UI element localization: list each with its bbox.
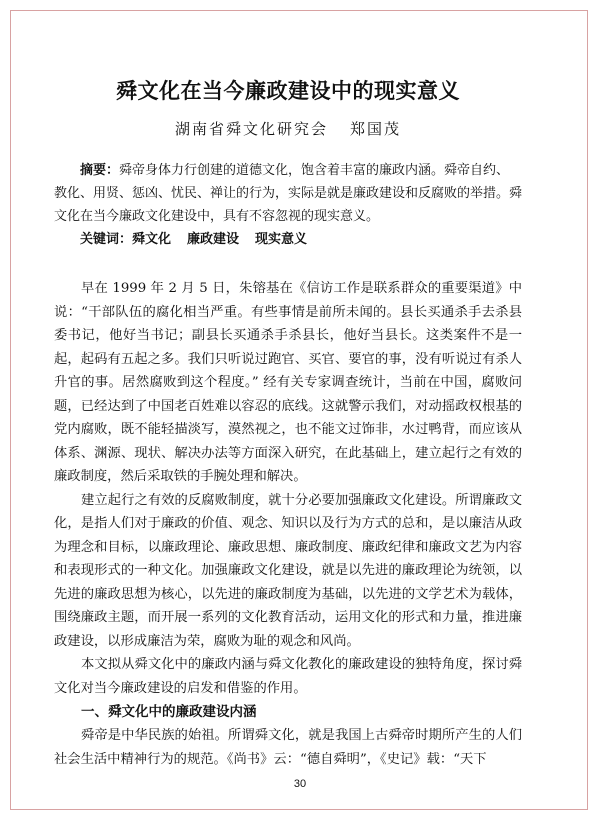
paragraph: 舜帝是中华民族的始祖。所谓舜文化，就是我国上古舜帝时期所产生的人们社会生活中精神行为的规范。《尚书》云：“德自舜明”，《史记》载：“天下 xyxy=(54,728,522,767)
paragraph: 建立起行之有效的反腐败制度，就十分必要加强廉政文化建设。所谓廉政文化，是指人们对于廉政的价值、观念、知识以及行为方式的总和，是以廉洁从政为理念和目标，以廉政理论、廉政思想、廉政制度、廉政纪律和廉政文艺为内容和表现形式的一种文化。加强廉政文化建设，就是以先进的廉政理论为统领，以先进的廉政思想为核心，以先进的廉政制度为基础，以先进的文学艺术为载体，围绕廉政主题，而开展一系列的文化教育活动，运用文化的形式和力量，推进廉政建设，以形成廉洁为荣，腐败为耻的观念和风尚。 xyxy=(54,492,522,649)
author-name: 郑国茂 xyxy=(350,120,402,138)
abstract-text: 舜帝身体力行创建的道德文化，饱含着丰富的廉政内涵。舜帝自约、教化、用贤、惩凶、忧民、禅让的行为，实际是就是廉政建设和反腐败的举措。舜文化在当今廉政文化建设中，具有不容忽视的现实意义。 xyxy=(54,163,523,224)
document-title: 舜文化在当今廉政建设中的现实意义 xyxy=(116,79,460,103)
keywords xyxy=(54,228,522,251)
paragraph: 本文拟从舜文化中的廉政内涵与舜文化教化的廉政建设的独特角度，探讨舜文化对当今廉政建设的启发和借鉴的作用。 xyxy=(54,657,522,696)
keyword-item: 现实意义 xyxy=(255,232,308,247)
author-org: 湖南省舜文化研究会 xyxy=(174,120,328,138)
keyword-item: 廉政建设 xyxy=(187,232,240,247)
body-text xyxy=(54,277,522,771)
author-line xyxy=(54,118,522,139)
section-heading: 一、舜文化中的廉政建设内涵 xyxy=(81,704,257,720)
abstract xyxy=(54,159,522,228)
page-number: 30 xyxy=(293,778,307,790)
paragraph: 早在 1999 年 2 月 5 日，朱镕基在《信访工作是联系群众的重要渠道》中说：“干部队伍的腐化相当严重。有些事情是前所未闻的。县长买通杀手去杀县委书记，他好当书记；副县长买通杀手杀县长，他好当县长。这类案件不是一起，起码有五起之多。我们只听说过跑官、买官、要官的事，没有听说过有杀人升官的事。居然腐败到这个程度。” 经有关专家调查统计，当前在中国，腐败问题，已经达到了中国老百姓难以容忍的底线。这就警示我们，对动摇政权根基的党内腐败，既不能轻描淡写，漠然视之，也不能文过饰非，水过鸭背，而应该从体系、渊源、现状、解决办法等方面深入研究，在此基础上，建立起行之有效的廉政制度，然后采取铁的手腕处理和解决。 xyxy=(54,281,522,484)
abstract-label: 摘要： xyxy=(80,163,120,178)
document-content xyxy=(54,75,522,771)
keywords-label: 关键词： xyxy=(80,232,133,247)
keyword-item: 舜文化 xyxy=(132,232,172,247)
